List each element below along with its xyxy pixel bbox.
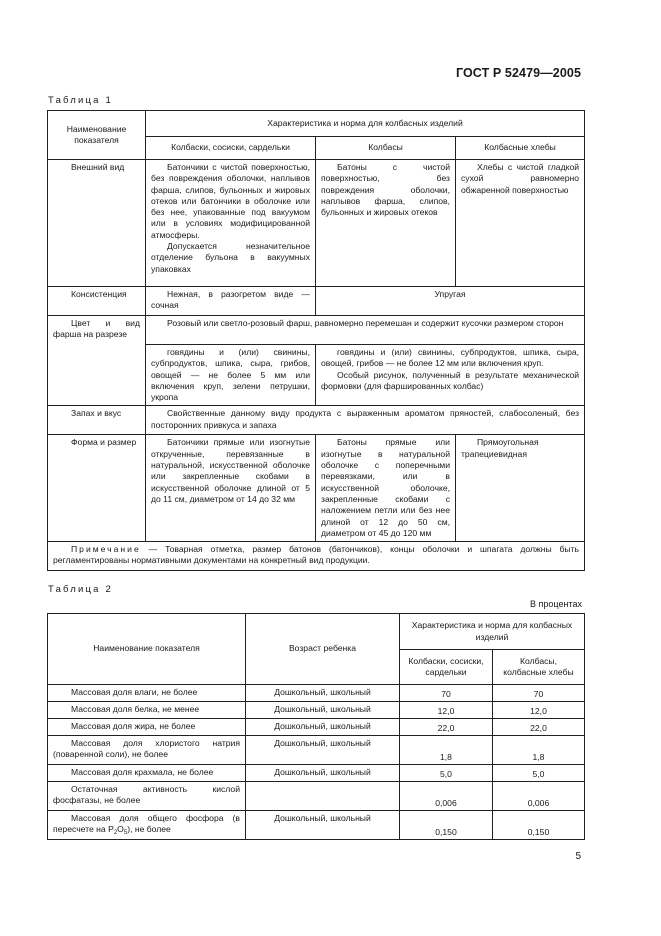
table1-caption: Таблица 1 (48, 95, 113, 106)
table-row-name: Массовая доля влаги, не более (48, 685, 246, 702)
table-row-value1: 1,8 (400, 736, 493, 765)
appearance-col1-text: Батончики с чистой поверхностью, без повреждения оболочки, наплывов фарша, слипов, бульонных и жировых отеков или батончики в оболочке или без нее, упакованные под вакуумом или в условиях модифицированной атмосферы. (151, 162, 310, 240)
row-color-col1 (146, 345, 316, 406)
row-smell-all (146, 406, 585, 435)
color-col23-note: Особый рисунок, полученный в результате механической формовки (для фаршированных колбас) (321, 369, 580, 391)
color-all-text: Розовый или светло-розовый фарш, равномерно перемешан и содержит кусочки размером сторон (167, 318, 564, 328)
table2 (47, 613, 585, 840)
table1-header-col1: Колбаски, сосиски, сардельки (146, 137, 316, 160)
appearance-col2-text: Батоны с чистой поверхностью, без повреждения оболочки, наплывов фарша, слипов, бульонных и жировых отеков (321, 162, 450, 218)
table1-note (48, 542, 585, 571)
row-consistency-col23: Упругая (316, 287, 585, 316)
row-color-all (146, 316, 585, 345)
table1-header-col3: Колбасные хлебы (456, 137, 585, 160)
document-header: ГОСТ Р 52479—2005 (455, 66, 581, 80)
table-row-name: Массовая доля хлористого натрия (поваренной соли), не более (48, 736, 246, 765)
table-row-value1: 0,006 (400, 782, 493, 811)
phosphorus-subscript-2: 2 (113, 830, 118, 837)
row-appearance-name: Внешний вид (48, 160, 146, 287)
table-row-age: Дошкольный, школьный (246, 765, 400, 782)
table-row-value2: 12,0 (493, 702, 585, 719)
table2-caption: Таблица 2 (48, 584, 113, 595)
table-row-name (48, 811, 246, 840)
table1 (47, 110, 585, 571)
color-col1-text: говядины и (или) свинины, субпродуктов, шпика, сыра, грибов, овощей — не более 5 мм или включения круп, зелени петрушки, укропа (151, 347, 310, 403)
consistency-col1-text: Нежная, в разогретом виде — сочная (151, 289, 310, 311)
table-row-age (246, 782, 400, 811)
table2-header-group: Характеристика и норма для колбасных изделий (400, 614, 585, 650)
phosphorus-subscript-5: 5 (123, 830, 128, 837)
table-row-value1: 70 (400, 685, 493, 702)
table1-header-name: Наименование показателя (48, 111, 146, 160)
row-shape-name: Форма и размер (48, 435, 146, 542)
row-shape-col1 (146, 435, 316, 542)
row-smell-name: Запах и вкус (48, 406, 146, 435)
table-row-name: Массовая доля жира, не более (48, 719, 246, 736)
table2-header-age: Возраст ребенка (246, 614, 400, 685)
table-row-name: Массовая доля белка, не менее (48, 702, 246, 719)
appearance-col1-note: Допускается незначительное отделение бульона в вакуумных упаковках (151, 241, 310, 274)
page-number: 5 (575, 851, 581, 862)
table-row-name: Массовая доля крахмала, не более (48, 765, 246, 782)
table-row-value2: 70 (493, 685, 585, 702)
row-appearance-col3 (456, 160, 585, 287)
table1-header-group: Характеристика и норма для колбасных изделий (146, 111, 585, 137)
color-col23-text: говядины и (или) свинины, субпродуктов, шпика, сыра, овощей, грибов — не более 12 мм или включения круп. (321, 347, 580, 369)
table2-header-name: Наименование показателя (48, 614, 246, 685)
appearance-col3-text: Хлебы с чистой гладкой сухой равномерно обжаренной поверхностью (461, 162, 580, 195)
phosphorus-name-o: O (117, 824, 124, 835)
table-row-value1: 5,0 (400, 765, 493, 782)
row-appearance-col2 (316, 160, 456, 287)
table-row-value2: 22,0 (493, 719, 585, 736)
table-row-age: Дошкольный, школьный (246, 811, 400, 840)
row-color-col23 (316, 345, 585, 406)
note-label: Примечание (71, 544, 141, 555)
table-row-value2: 5,0 (493, 765, 585, 782)
table-row-value2: 0,006 (493, 782, 585, 811)
table-row-name: Остаточная активность кислой фосфатазы, не более (48, 782, 246, 811)
table-row-value2: 0,150 (493, 811, 585, 840)
table2-unit: В процентах (530, 599, 582, 609)
table-row-age: Дошкольный, школьный (246, 702, 400, 719)
row-consistency-name: Консистенция (48, 287, 146, 316)
table-row-age: Дошкольный, школьный (246, 685, 400, 702)
shape-col3-text: Прямоугольная трапециевидная (461, 437, 539, 459)
table-row-value1: 22,0 (400, 719, 493, 736)
shape-col2-text: Батоны прямые или изогнутые в натуральной оболочке с поперечными перевязками, или в искусственной оболочке, закрепленные скобами с наложением петли или без нее длиной от 12 до 50 см, диаметром от 45 до 120 мм (321, 437, 450, 538)
row-consistency-col1 (146, 287, 316, 316)
note-text: — Товарная отметка, размер батонов (батончиков), концы оболочки и шпагата должны быть регламентированы нормативными документами на конкретный вид продукции. (53, 544, 580, 566)
row-shape-col3 (456, 435, 585, 542)
table2-header-col2: Колбасы, колбасные хлебы (493, 650, 585, 685)
shape-col1-text: Батончики прямые или изогнутые открученные, перевязанные в натуральной, искусственной оболочке или закрепленные скобами в искусственной оболочке длиной от 5 до 11 см, диаметром от 14 до 32 мм (151, 437, 310, 504)
row-appearance-col1 (146, 160, 316, 287)
smell-all-text: Свойственные данному виду продукта с выраженным ароматом пряностей, слабосоленый, без посторонних привкуса и запаха (151, 408, 580, 430)
phosphorus-name-start: Массовая доля общего фосфора (в пересчете на P (53, 813, 240, 835)
table-row-value1: 12,0 (400, 702, 493, 719)
table1-header-col2: Колбасы (316, 137, 456, 160)
table-row-age: Дошкольный, школьный (246, 719, 400, 736)
table-row-value2: 1,8 (493, 736, 585, 765)
row-shape-col2 (316, 435, 456, 542)
phosphorus-name-end: ), не более (127, 824, 171, 835)
table-row-age: Дошкольный, школьный (246, 736, 400, 765)
table2-header-col1: Колбаски, сосиски, сардельки (400, 650, 493, 685)
row-color-name: Цвет и вид фарша на разрезе (48, 316, 146, 406)
table-row-value1: 0,150 (400, 811, 493, 840)
